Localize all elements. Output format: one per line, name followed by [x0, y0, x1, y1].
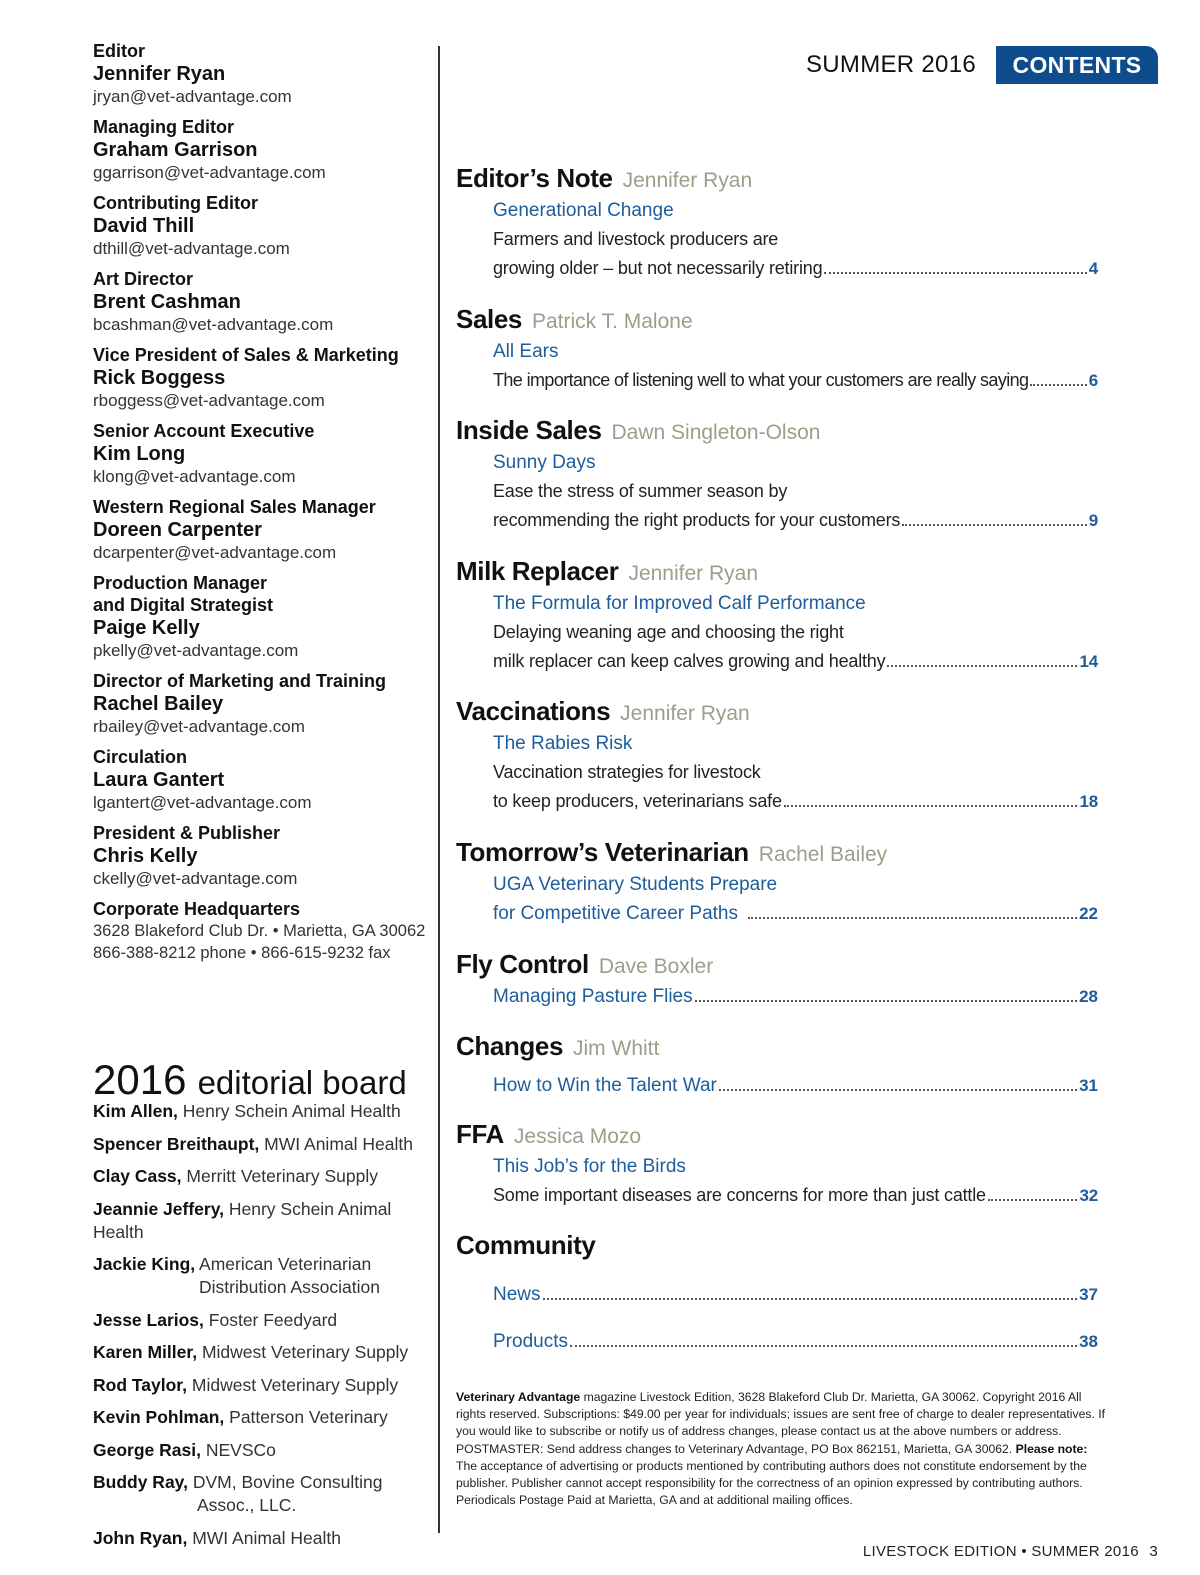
toc-section-sales [456, 301, 1098, 395]
dot-leader [719, 1089, 1077, 1091]
article-description: Farmers and livestock producers are [493, 229, 779, 249]
staff-role: Managing Editor [93, 117, 234, 137]
board-year: 2016 [93, 1056, 187, 1103]
toc-section-fly-control [456, 946, 1098, 1011]
board-member-org: Henry Schein Animal Health [182, 1101, 401, 1121]
article-title[interactable]: Generational Change [493, 200, 674, 221]
staff-email[interactable]: rbailey@vet-advantage.com [93, 717, 305, 736]
board-member-org: Midwest Veterinary Supply [201, 1342, 409, 1362]
article-description: to keep producers, veterinarians safe [493, 791, 782, 811]
board-member [93, 1341, 433, 1364]
staff-name: Doreen Carpenter [93, 519, 262, 541]
board-member-org: MWI Animal Health [264, 1133, 413, 1154]
dot-leader [570, 1345, 1077, 1347]
headquarters-phone: 866-388-8212 phone • 866-615-9232 fax [93, 944, 391, 962]
staff-entry [93, 344, 428, 412]
staff-name: Chris Kelly [93, 845, 198, 867]
article-title[interactable]: UGA Veterinary Students Prepare [493, 874, 778, 895]
article-title[interactable]: News [493, 1284, 541, 1305]
board-member [93, 1198, 433, 1244]
staff-email[interactable]: klong@vet-advantage.com [93, 467, 296, 486]
staff-email[interactable]: dthill@vet-advantage.com [93, 239, 290, 258]
staff-email[interactable]: ggarrison@vet-advantage.com [93, 163, 326, 182]
board-member-name: George Rasi, [93, 1439, 201, 1460]
headquarters-label: Corporate Headquarters [93, 899, 301, 919]
toc-section-vaccinations [456, 693, 1098, 816]
staff-entry [93, 496, 428, 564]
page-number[interactable]: 18 [1079, 792, 1098, 811]
staff-name: Paige Kelly [93, 617, 200, 639]
headquarters [93, 898, 428, 964]
fine-print-note-label: Please note: [1015, 1441, 1088, 1456]
board-member-org: NEVSCo [205, 1439, 276, 1460]
page-number[interactable]: 38 [1079, 1332, 1098, 1351]
board-member-name: Jesse Larios, [93, 1309, 204, 1330]
board-member [93, 1374, 433, 1397]
page-number[interactable]: 4 [1088, 259, 1098, 278]
board-member-name: Kim Allen, [93, 1101, 178, 1121]
article-description: Some important diseases are concerns for more than just cattle [493, 1185, 986, 1205]
footer-edition: LIVESTOCK EDITION [862, 1543, 1017, 1560]
page-number[interactable]: 32 [1079, 1186, 1098, 1205]
toc-section-ffa [456, 1116, 1098, 1210]
footer-separator: • [1021, 1543, 1027, 1560]
column-divider [438, 46, 440, 1533]
staff-entry [93, 420, 428, 488]
article-description: recommending the right products for your customers [493, 510, 901, 530]
staff-role: Western Regional Sales Manager [93, 497, 376, 517]
dot-leader [988, 1199, 1078, 1201]
staff-email[interactable]: bcashman@vet-advantage.com [93, 315, 334, 334]
board-member-name: Jackie King, [93, 1254, 196, 1274]
article-title[interactable]: All Ears [493, 341, 559, 362]
staff-role: President & Publisher [93, 823, 281, 843]
article-title[interactable]: Products [493, 1331, 568, 1352]
footer-page-number: 3 [1149, 1543, 1158, 1560]
article-description: Vaccination strategies for livestock [493, 762, 761, 782]
article-title-continued[interactable]: for Competitive Career Paths [493, 903, 738, 924]
staff-entry [93, 116, 428, 184]
staff-role: Vice President of Sales & Marketing [93, 345, 399, 365]
section-title: Milk Replacer [456, 556, 619, 586]
staff-email[interactable]: rboggess@vet-advantage.com [93, 391, 325, 410]
board-member-org: Merritt Veterinary Supply [186, 1166, 379, 1186]
staff-name: Rachel Bailey [93, 693, 224, 715]
board-member-name: Rod Taylor, [93, 1374, 187, 1395]
page-number[interactable]: 28 [1079, 987, 1098, 1006]
section-author: Jennifer Ryan [628, 562, 759, 585]
staff-role: Senior Account Executive [93, 421, 315, 441]
board-member [93, 1527, 433, 1550]
article-title[interactable]: The Formula for Improved Calf Performance [493, 593, 866, 614]
page-number[interactable]: 14 [1079, 652, 1098, 671]
staff-entry [93, 822, 428, 890]
headquarters-address: 3628 Blakeford Club Dr. • Marietta, GA 30062 [93, 922, 426, 940]
board-member-org: MWI Animal Health [192, 1527, 341, 1548]
board-member-name: John Ryan, [93, 1527, 188, 1548]
staff-entry [93, 268, 428, 336]
staff-entry [93, 746, 428, 814]
board-member [93, 1406, 433, 1429]
board-member-org: DVM, Bovine Consulting [192, 1472, 383, 1492]
board-member-org: Midwest Veterinary Supply [191, 1374, 399, 1395]
staff-role: Editor [93, 41, 145, 61]
board-member-name: Kevin Pohlman, [93, 1407, 225, 1427]
article-title[interactable]: Managing Pasture Flies [493, 986, 693, 1007]
article-description: The importance of listening well to what your customers are really saying [493, 370, 1029, 390]
board-member-name: Clay Cass, [93, 1166, 182, 1186]
masthead [93, 40, 428, 972]
section-title: Vaccinations [456, 696, 611, 726]
section-author: Dawn Singleton-Olson [611, 421, 821, 444]
dot-leader [784, 805, 1078, 807]
dot-leader [1030, 384, 1086, 386]
staff-name: David Thill [93, 215, 195, 237]
page-footer [863, 1541, 1158, 1563]
board-member [93, 1439, 433, 1462]
article-description: milk replacer can keep calves growing and healthy [493, 651, 886, 671]
board-member [93, 1309, 433, 1332]
editorial-board-list [93, 1100, 433, 1559]
article-title[interactable]: The Rabies Risk [493, 733, 633, 754]
staff-role: Contributing Editor [93, 193, 258, 213]
board-member-org: Henry Schein Animal Health [93, 1198, 392, 1242]
board-member [93, 1100, 433, 1123]
dot-leader [902, 524, 1087, 526]
staff-role: Art Director [93, 269, 194, 289]
staff-email[interactable]: lgantert@vet-advantage.com [93, 793, 312, 812]
section-author: Patrick T. Malone [531, 310, 693, 333]
staff-role: Production Manager [93, 573, 268, 593]
staff-entry [93, 192, 428, 260]
staff-email[interactable]: ckelly@vet-advantage.com [93, 869, 298, 888]
staff-entry [93, 670, 428, 738]
board-title-text: editorial board [197, 1064, 407, 1101]
article-title[interactable]: This Job’s for the Birds [493, 1156, 686, 1177]
section-title: Editor’s Note [456, 163, 613, 193]
toc-section-inside-sales [456, 412, 1098, 535]
publication-fine-print [456, 1389, 1106, 1509]
board-member [93, 1253, 433, 1299]
section-title: Tomorrow’s Veterinarian [456, 837, 749, 867]
board-member [93, 1471, 433, 1517]
board-member-name: Karen Miller, [93, 1342, 198, 1362]
article-title[interactable]: How to Win the Talent War [493, 1075, 717, 1096]
staff-role: Director of Marketing and Training [93, 671, 387, 691]
fine-print-text: magazine Livestock Edition, 3628 Blakeford Club Dr. Marietta, GA 30062. Copyright 2016 All rights reserved. Subscriptions: $49.00 per year for individuals; issues are sent free of charge to dealer representatives. If you would like to subscribe or notify us of address changes, please contact us at the above numbers or address. POSTMASTER: Send address changes to Veterinary Advantage, PO Box 862151, Marietta, GA 30062. [456, 1390, 1105, 1456]
section-author: Rachel Bailey [758, 843, 888, 866]
board-member [93, 1133, 433, 1156]
board-member-org: American Veterinarian [199, 1254, 372, 1274]
dot-leader [695, 1000, 1077, 1002]
staff-name: Laura Gantert [93, 769, 225, 791]
section-title: Community [456, 1230, 596, 1260]
staff-name: Kim Long [93, 443, 186, 465]
board-member-org: Foster Feedyard [208, 1309, 338, 1330]
staff-name: Graham Garrison [93, 139, 258, 161]
board-member-name: Jeannie Jeffery, [93, 1198, 224, 1219]
article-description: growing older – but not necessarily retiring [493, 258, 823, 278]
board-member-org-continued: Assoc., LLC. [197, 1495, 297, 1515]
staff-role: Circulation [93, 747, 188, 767]
page-number[interactable]: 37 [1079, 1285, 1098, 1304]
section-author: Jennifer Ryan [622, 169, 753, 192]
section-author: Jessica Mozo [513, 1125, 642, 1148]
section-title: Sales [456, 304, 522, 334]
dot-leader [748, 917, 1077, 919]
board-member-name: Spencer Breithaupt, [93, 1133, 260, 1154]
article-description: Ease the stress of summer season by [493, 481, 788, 501]
page-number[interactable]: 9 [1088, 511, 1098, 530]
dot-leader [887, 665, 1077, 667]
toc-section-community [456, 1227, 1098, 1356]
fine-print-brand: Veterinary Advantage [456, 1390, 581, 1404]
section-title: FFA [456, 1119, 504, 1149]
staff-email[interactable]: dcarpenter@vet-advantage.com [93, 543, 337, 562]
toc-section-milk-replacer [456, 553, 1098, 676]
page-number[interactable]: 31 [1079, 1076, 1098, 1095]
page-number[interactable]: 6 [1088, 371, 1098, 390]
article-description: Delaying weaning age and choosing the right [493, 622, 844, 642]
fine-print-text: The acceptance of advertising or products mentioned by contributing authors does not constitute endorsement by the publisher. Publisher cannot accept responsibility for the correctness of an opinion expressed by contributing authors. Periodicals Postage Paid at Marietta, GA and at additional mailing offices. [456, 1458, 1087, 1508]
board-member-org-continued: Distribution Association [199, 1277, 380, 1297]
footer-issue: SUMMER 2016 [1031, 1543, 1139, 1560]
staff-email[interactable]: pkelly@vet-advantage.com [93, 641, 299, 660]
section-title: Inside Sales [456, 415, 602, 445]
toc-section-changes [456, 1028, 1098, 1100]
board-member [93, 1165, 433, 1188]
dot-leader [543, 1298, 1078, 1300]
section-author: Jennifer Ryan [620, 702, 750, 725]
staff-entry [93, 40, 428, 108]
section-author: Jim Whitt [573, 1037, 660, 1060]
board-member-org: Patterson Veterinary [229, 1407, 388, 1427]
issue-label: SUMMER 2016 [805, 51, 976, 78]
board-member-name: Buddy Ray, [93, 1472, 188, 1492]
staff-name: Brent Cashman [93, 291, 241, 313]
staff-name: Rick Boggess [93, 367, 226, 389]
editorial-board-title [93, 1058, 407, 1105]
article-title[interactable]: Sunny Days [493, 452, 596, 473]
staff-name: Jennifer Ryan [93, 63, 226, 85]
contents-tab: CONTENTS [996, 46, 1158, 84]
page-number[interactable]: 22 [1079, 904, 1098, 923]
section-title: Fly Control [456, 949, 589, 979]
staff-entry [93, 572, 428, 662]
toc-section-editors-note [456, 160, 1098, 283]
toc-section-tomorrows-veterinarian [456, 834, 1098, 928]
dot-leader [824, 272, 1086, 274]
staff-role-continued: and Digital Strategist [93, 595, 274, 615]
section-author: Dave Boxler [598, 955, 714, 978]
staff-email[interactable]: jryan@vet-advantage.com [93, 87, 292, 106]
section-title: Changes [456, 1031, 564, 1061]
